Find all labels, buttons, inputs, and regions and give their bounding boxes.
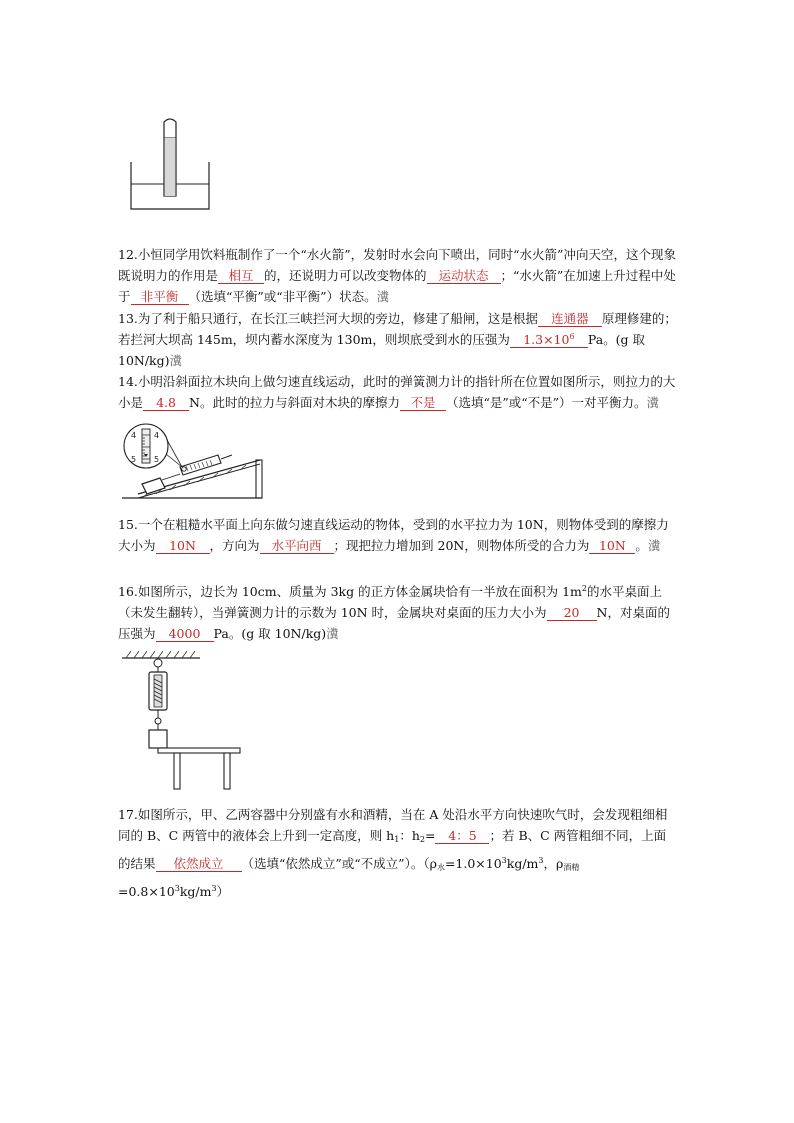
q12-text-4: （选填“平衡”或“非平衡”）状态。: [188, 289, 377, 304]
q17-text-3: =: [424, 828, 436, 843]
question-13: [118, 308, 678, 371]
q17-text-10: kg/m: [179, 884, 212, 899]
q16-answer-2: 4000: [156, 626, 214, 642]
q17-exp-4: 3: [211, 884, 217, 893]
q16-text-3: N，对桌面的压强为: [118, 605, 670, 641]
q12-text-3: ；“水火箭”在加速上升过程中处于: [118, 268, 676, 304]
q17-exp-2: 3: [538, 856, 544, 865]
q13-answer-1: [538, 311, 602, 327]
q17-text-9: =0.8×10: [118, 884, 175, 899]
q17-sub-1: 1: [394, 835, 400, 844]
q12-mark: 瀵: [376, 289, 390, 304]
q13-answer-2-exp: 6: [569, 332, 575, 341]
q14-text-2: N。此时的拉力与斜面对木块的摩擦力: [189, 395, 400, 410]
q14-answer-2: 不是: [400, 395, 446, 411]
question-15: [118, 514, 678, 556]
q15-answer-2: 水平向西: [260, 538, 334, 554]
q16-mark: 瀵: [326, 626, 339, 641]
question-12: [118, 244, 678, 307]
q13-text-2: 原理修建的；若拦河大坝高 145m，坝内蓄水深度为 130m，则坝底受到水的压强为: [118, 311, 677, 347]
q12-text-1: 12.小恒同学用饮料瓶制作了一个“水火箭”，发射时水会向下喷出，同时“水火箭”冲向天空，这个现象既说明力的作用是: [118, 247, 676, 283]
scale-label-left-bottom: 5: [131, 455, 137, 464]
q13-answer-2-value: 1.3×10: [523, 332, 570, 347]
scale-label-right-top: 4: [154, 431, 160, 440]
question-16: [118, 578, 678, 644]
q14-mark: 瀵: [646, 395, 660, 410]
q16-text-2: 的水平桌面上（未发生翻转），当弹簧测力计的示数为 10N 时，金属块对桌面的压力大小为: [118, 584, 662, 620]
q17-text-6: =1.0×10: [444, 856, 502, 871]
q12-text-2: 的，还说明力可以改变物体的: [264, 268, 427, 283]
barometer-tube-figure: [126, 118, 216, 214]
q17-text-8: ，ρ: [543, 856, 564, 871]
q17-exp-1: 3: [501, 856, 507, 865]
q13-text-3: Pa。(g 取 10N/kg): [118, 332, 646, 368]
question-14: [118, 371, 678, 413]
q17-text-4: ；若 B、C 两管粗细不同，上面的结果: [118, 828, 667, 871]
q14-answer-1: 4.8: [143, 395, 189, 411]
q12-answer-2: 运动状态: [427, 268, 501, 284]
q15-text-1: 15.一个在粗糙水平面上向东做匀速直线运动的物体，受到的水平拉力为 10N，则物体受到的摩擦力大小为: [118, 517, 669, 553]
q15-text-3: ；现把拉力增加到 20N，则物体所受的合力为: [333, 538, 590, 553]
scale-label-right-bottom: 5: [154, 455, 160, 464]
q12-answer-3: 非平衡: [131, 289, 189, 305]
q17-answer-2: 依然成立: [156, 856, 242, 872]
q17-text-1: 17.如图所示，甲、乙两容器中分别盛有水和酒精，当在 A 处沿水平方向快速吹气时，会发现粗细相同的 B、C 两管中的液体会上升到一定高度，则 h: [118, 807, 668, 843]
q15-answer-1: 10N: [156, 538, 210, 554]
q13-text-1: 13.为了利于船只通行，在长江三峡拦河大坝的旁边，修建了船闸，这是根据: [118, 311, 538, 326]
q17-sub-2: 2: [419, 835, 425, 844]
q12-answer-1: 相互: [218, 268, 264, 284]
incline-spring-scale-figure: [122, 420, 270, 504]
q15-text-4: 。: [635, 538, 648, 553]
q16-answer-1: 20: [547, 605, 597, 621]
q17-answer-1: 4：5: [435, 828, 489, 844]
q17-exp-3: 3: [174, 884, 180, 893]
question-17: [118, 804, 678, 902]
q17-sub-3: 水: [436, 863, 445, 872]
q14-text-3: （选填“是”或“不是”）一对平衡力。: [445, 395, 647, 410]
q17-text-11: ）: [216, 884, 230, 899]
q15-mark: 瀵: [647, 538, 661, 553]
q15-text-2: ，方向为: [209, 538, 260, 553]
q15-answer-3: 10N: [589, 538, 635, 554]
q14-text-1: 14.小明沿斜面拉木块向上做匀速直线运动，此时的弹簧测力计的指针所在位置如图所示，则拉力的大小是: [118, 374, 676, 410]
scale-label-left-top: 4: [131, 431, 137, 440]
q13-answer-2: [510, 329, 588, 348]
q17-sub-4: 酒精: [563, 863, 580, 872]
q17-text-5: （选填“依然成立”或“不成立”）。（ρ: [241, 856, 437, 871]
spring-scale-table-figure: [120, 646, 244, 792]
q13-answer-1-value: 连通器: [551, 311, 589, 326]
q16-text-4: Pa。(g 取 10N/kg): [213, 626, 327, 641]
q13-mark: 瀵: [169, 353, 183, 368]
q16-text-1: 16.如图所示，边长为 10cm、质量为 3kg 的正方体金属块恰有一半放在面积为 1m: [118, 584, 582, 599]
q17-text-7: kg/m: [506, 856, 539, 871]
q17-text-2: ：h: [399, 828, 420, 843]
q16-text-1-exp: 2: [581, 584, 587, 593]
